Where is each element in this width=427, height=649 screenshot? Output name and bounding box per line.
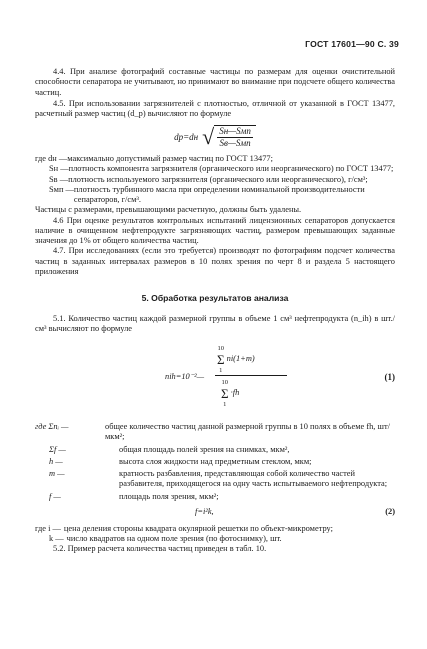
equation-2-number: (2) [385, 506, 395, 516]
formula-dp-lhs: dр=dн [174, 131, 199, 142]
fraction-line [215, 375, 287, 376]
equation-1-denominator [221, 378, 239, 408]
page-header: ГОСТ 17601—90 С. 39 [305, 39, 399, 49]
definition-list [35, 422, 395, 502]
sum-sign: Σ [217, 351, 225, 367]
equation-1-numerator [217, 344, 255, 374]
definition-sv-key: Sв — [49, 174, 69, 184]
equation-1-numerator-body: ni(1+m) [226, 354, 255, 364]
definition-smp-key: Sмп — [49, 184, 74, 194]
definition-k-key: k — [49, 534, 64, 544]
paragraph-4-7: 4.7. При исследованиях (если это требуется) производят по фотографиям подсчет количества частиц в заданных интервалах размеров в 10 полях зрения по черт 8 и раздела 5 настоящего приложения [35, 246, 395, 276]
paragraph-4-4: 4.4. При анализе фотографий составные частицы по размерам для оценки очистительной способности сепаратора не учитывают, но принимают во внимание при подсчете общего количества частиц. [35, 67, 395, 97]
formula-dp-numerator: Sн—Sмп [219, 126, 251, 137]
definition-i [35, 524, 395, 534]
definition-dn-text: максимально допустимый размер частиц по ГОСТ 13477; [67, 154, 273, 164]
definition-key: f — [49, 491, 61, 501]
equation-2-formula: f=i²k, [195, 506, 214, 516]
definition-k-text: число квадратов на одном поле зрения (по фотоснимку), шт. [66, 534, 282, 544]
paragraph-5-1: 5.1. Количество частиц каждой размерной группы в объеме 1 см³ нефтепродукта (n_ih) в шт./см³ вычисляют по формуле [35, 313, 395, 333]
equation-1-denominator-body: ·fh [230, 388, 240, 398]
definition-key: m — [49, 469, 65, 479]
definition-text: площадь поля зрения, мкм²; [119, 491, 219, 501]
definition-sn-key: Sн — [49, 164, 69, 174]
equation-2 [35, 505, 395, 521]
definition-text: кратность разбавления, представляющая собой количество частей разбавителя, приходящегося на одну часть испытываемого нефтепродукта; [119, 469, 388, 489]
formula-dp-denominator: Sв—Sмп [219, 138, 251, 149]
definition-row [35, 422, 395, 443]
definition-key: Σf — [49, 444, 66, 454]
definition-text: высота слоя жидкости над предметным стеклом, мкм; [119, 456, 312, 466]
definition-smp-text: плотность турбинного масла при определении номинальной производительности сепараторов, г/см³. [73, 184, 365, 205]
equation-1-number: (1) [384, 372, 395, 383]
definition-smp [35, 185, 395, 206]
equation-1-lhs: nih=10⁻²— [165, 372, 205, 382]
definition-i-text: цена деления стороны квадрата окулярной решетки по объект-микрометру; [63, 523, 333, 533]
sum-upper-limit: 10 [217, 345, 225, 353]
sum-lower-limit: 1 [223, 401, 227, 409]
definition-row [35, 445, 395, 455]
definition-sn [35, 164, 395, 174]
paragraph-4-5: 4.5. При использовании загрязнителей с плотностью, отличной от указанной в ГОСТ 13477, расчетный размер частиц (d_р) вычисляют по формуле [35, 98, 395, 118]
sum-lower-limit: 1 [219, 367, 223, 375]
definition-row [35, 492, 395, 502]
definition-key: h — [49, 456, 63, 466]
definition-sn-text: плотность компонента загрязнителя (органического или неорганического) по ГОСТ 13477; [68, 164, 394, 174]
sum-upper-limit: 10 [221, 379, 229, 387]
definition-row [35, 469, 395, 490]
definition-text: общая площадь полей зрения на снимках, мкм², [119, 444, 290, 454]
definition-sv [35, 175, 395, 185]
paragraph-removed: Частицы с размерами, превышающими расчетную, должны быть удалены. [35, 205, 302, 215]
paragraph-4-6: 4.6 При оценке результатов контрольных испытаний лицензионных сепараторов допускается наличие в очищенном нефтепродукте загрязняющих частиц, размером превышающих заданные значения до 1% от общего количества частиц. [35, 215, 395, 246]
definition-text: общее количество частиц данной размерной группы в 10 полях в объеме fh, шт/мкм²; [105, 422, 390, 442]
definition-dn [35, 154, 395, 164]
definition-i-key: где i — [35, 523, 61, 533]
sum-sign: Σ [221, 385, 229, 401]
definition-sv-text: плотность используемого загрязнителя (органического или неорганического), г/см³; [68, 174, 368, 184]
sqrt-symbol: √ Sн—Sмп Sв—Sмп [202, 125, 256, 149]
definition-key: где Σnᵢ — [35, 422, 69, 432]
definition-row [35, 457, 395, 467]
definition-dn-key: где dн — [35, 154, 68, 164]
definition-k [35, 534, 395, 544]
document-body [35, 67, 395, 555]
formula-dp [35, 125, 395, 149]
section-title: 5. Обработка результатов анализа [141, 293, 289, 304]
paragraph-5-2: 5.2. Пример расчета количества частиц приведен в табл. 10. [53, 544, 267, 554]
equation-1 [35, 338, 395, 416]
